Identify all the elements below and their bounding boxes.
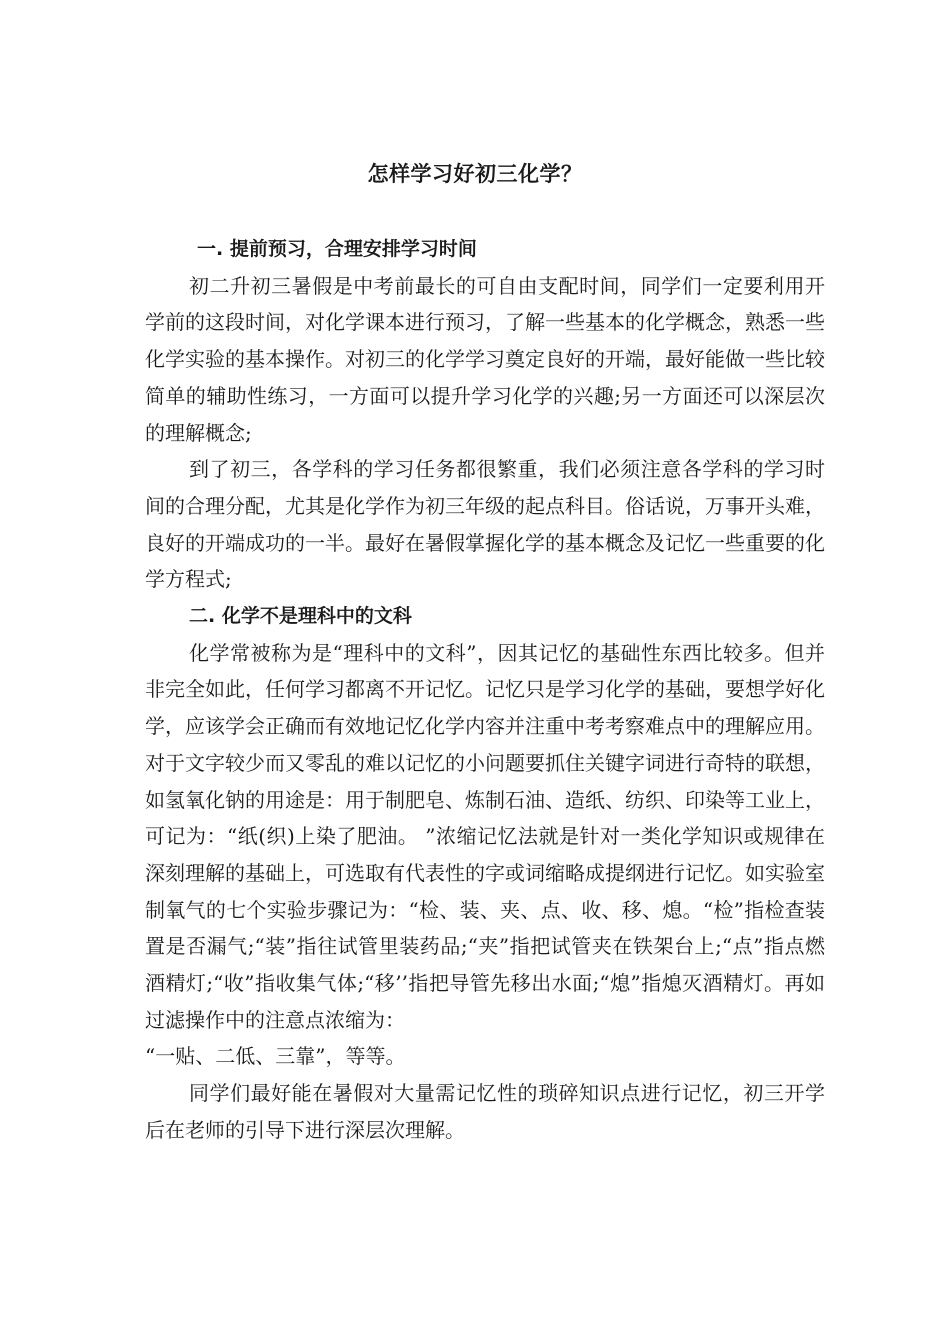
paragraph: 到了初三，各学科的学习任务都很繁重，我们必须注意各学科的学习时间的合理分配，尤其是化学作为初三年级的起点科目。俗话说，万事开头难，良好的开端成功的一半。最好在暑假掌握化学的基本概念及记忆一些重要的化学方程式; bbox=[145, 457, 825, 592]
section-heading-1: 一. 提前预习，合理安排学习时间 bbox=[197, 238, 477, 260]
paragraph: 初二升初三暑假是中考前最长的可自由支配时间，同学们一定要利用开学前的这段时间，对化学课本进行预习，了解一些基本的化学概念，熟悉一些化学实验的基本操作。对初三的化学学习奠定良好的开端，最好能做一些比较简单的辅助性练习，一方面可以提升学习化学的兴趣;另一方面还可以深层次的理解概念; bbox=[145, 273, 825, 445]
paragraph: “一贴、二低、三靠”，等等。 bbox=[145, 1044, 406, 1069]
paragraph: 同学们最好能在暑假对大量需记忆性的琐碎知识点进行记忆，初三开学后在老师的引导下进行深层次理解。 bbox=[145, 1081, 825, 1142]
document-title: 怎样学习好初三化学？ bbox=[367, 162, 583, 186]
paragraph: 化学常被称为是“理科中的文科”，因其记忆的基础性东西比较多。但并非完全如此，任何学习都离不开记忆。记忆只是学习化学的基础，要想学好化学，应该学会正确而有效地记忆化学内容并注重中考考察难点中的理解应用。对于文字较少而又零乱的难以记忆的小问题要抓住关键字词进行奇特的联想，如氢氧化钠的用途是：用于制肥皂、炼制石油、造纸、纺织、印染等工业上，可记为：“纸(织)上染了肥油。 ”浓缩记忆法就是针对一类化学知识或规律在深刻理解的基础上，可选取有代表性的字或词缩略成提纲进行记忆。如实验室制氧气的七个实验步骤记为：“检、装、夹、点、收、移、熄。“检”指检查装置是否漏气;“装”指往试管里装药品;“夹”指把试管夹在铁架台上;“点”指点燃酒精灯;“收”指收集气体;“移’’指把导管先移出水面;“熄”指熄灭酒精灯。再如过滤操作中的注意点浓缩为： bbox=[145, 640, 825, 1032]
section-heading-2: 二. 化学不是理科中的文科 bbox=[189, 605, 412, 628]
document-body bbox=[145, 231, 825, 1149]
